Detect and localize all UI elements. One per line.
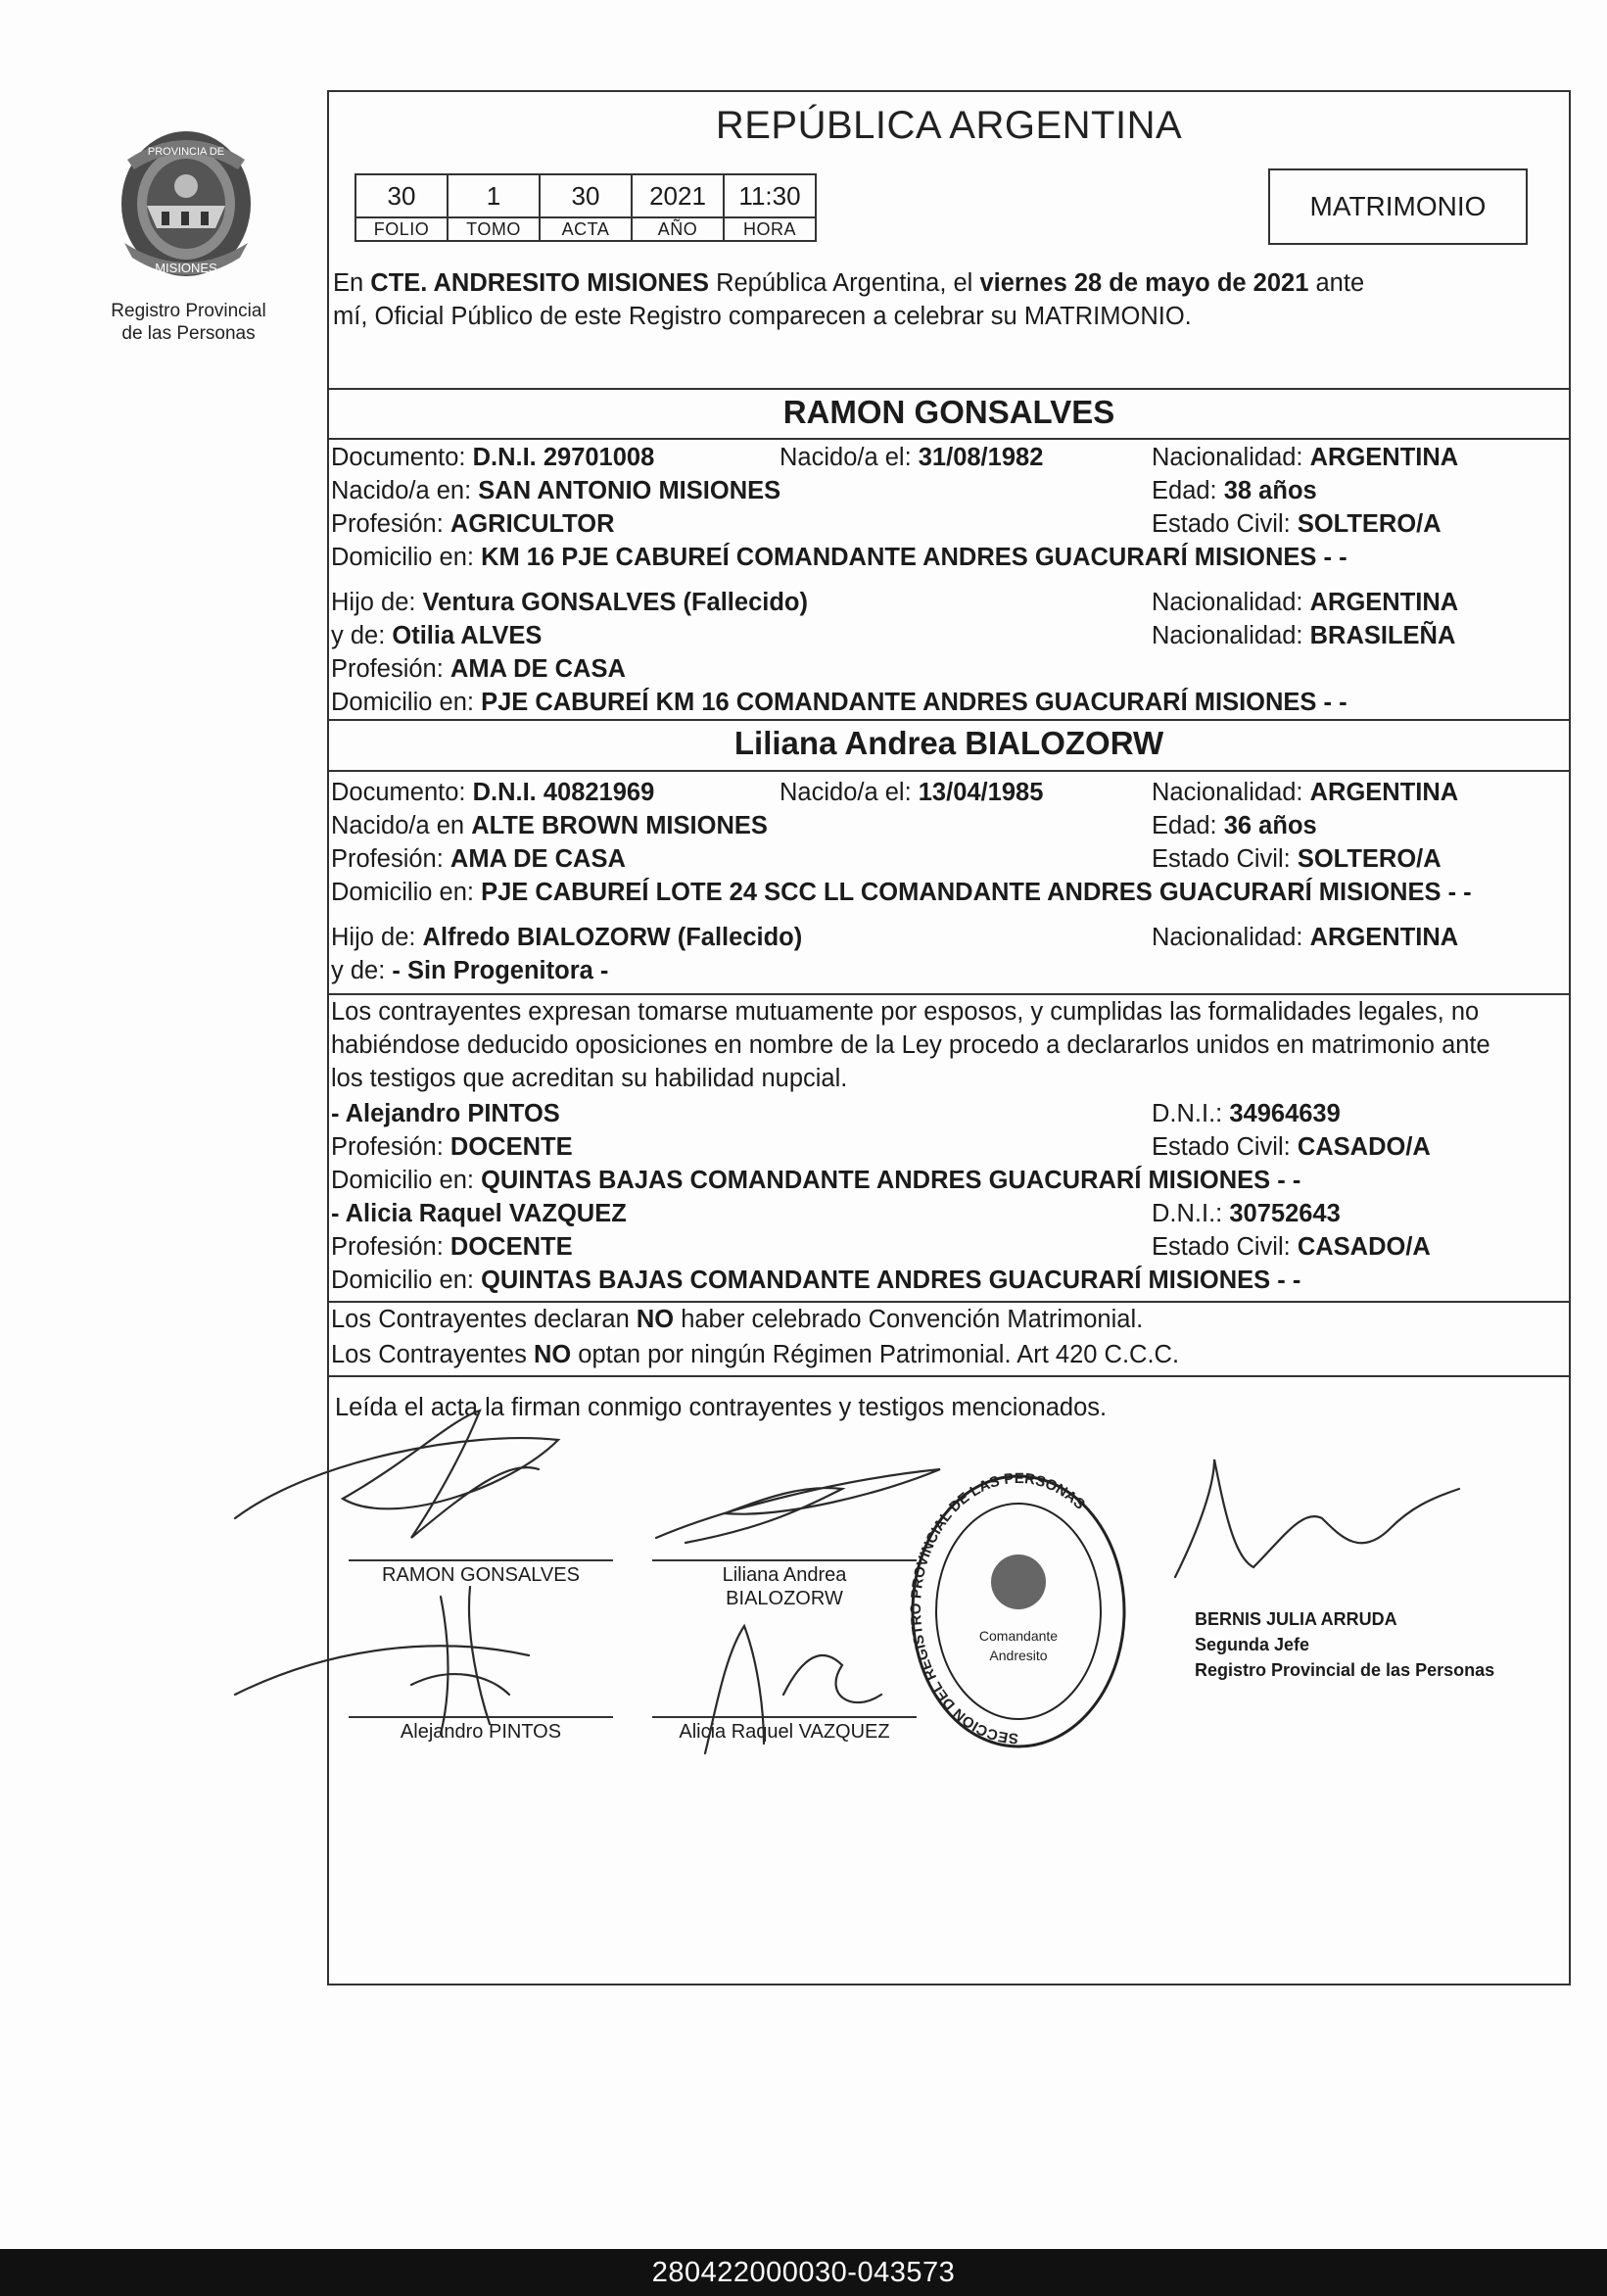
registry-label (78, 300, 299, 345)
witness2-address (331, 1264, 1300, 1297)
bride-address (331, 876, 1472, 909)
bride-dni: D.N.I. 40821969 (472, 779, 655, 806)
stamp-ring-text (908, 1470, 1088, 1746)
label: Nacido/a el: (780, 779, 919, 806)
value: ARGENTINA (1309, 444, 1459, 471)
groom-father-nationality (1152, 586, 1458, 619)
bride-mother (331, 954, 608, 987)
label: Estado Civil: (1152, 510, 1298, 538)
bride-father (331, 921, 802, 954)
groom-mother (331, 619, 542, 652)
bride-signature (656, 1469, 940, 1543)
closing-text: Leída el acta la firman conmigo contrayentes y testigos mencionados. (335, 1394, 1108, 1421)
registry-values-row (355, 174, 816, 217)
label: Profesión: (331, 1133, 450, 1161)
groom-signature (235, 1411, 558, 1538)
groom-nationality (1152, 441, 1458, 474)
witness2-dni (1152, 1197, 1341, 1230)
divider (329, 719, 1569, 721)
divider (329, 438, 1569, 440)
witness1-address (331, 1164, 1300, 1197)
groom-address (331, 541, 1347, 574)
groom-birthdate (780, 441, 1043, 474)
bride-father-nationality (1152, 921, 1458, 954)
label: Estado Civil: (1152, 845, 1298, 873)
label: y de: (331, 957, 393, 984)
witness1-signature (235, 1587, 529, 1734)
province-seal-logo (113, 125, 260, 287)
value: 34964639 (1229, 1100, 1341, 1127)
convention-line-2 (331, 1338, 1179, 1371)
value: NO (533, 1341, 572, 1368)
divider (329, 388, 1569, 390)
bride-birthdate (780, 776, 1043, 809)
value: Ventura GONSALVES (Fallecido) (422, 589, 808, 616)
label: Documento: (331, 779, 473, 806)
signature-name-bride-line1: Liliana Andrea (722, 1564, 847, 1586)
value: SAN ANTONIO MISIONES (478, 477, 781, 504)
value: 30752643 (1229, 1200, 1341, 1227)
label: Nacido/a el: (780, 444, 919, 471)
hora-value: 11:30 (724, 174, 816, 217)
label: Estado Civil: (1152, 1133, 1298, 1161)
groom-civil-status (1152, 507, 1442, 541)
value: DOCENTE (449, 1233, 573, 1261)
value: AMA DE CASA (449, 845, 626, 873)
witness1-dni (1152, 1097, 1341, 1130)
value: - Alejandro PINTOS (331, 1100, 560, 1127)
declaration-line-1: Los contrayentes expresan tomarse mutuamente por esposos, y cumplidas las formalidades legales, no (331, 998, 1480, 1026)
value: Alfredo BIALOZORW (Fallecido) (422, 924, 803, 951)
official-role: Segunda Jefe (1195, 1635, 1310, 1654)
groom-birthplace (331, 474, 780, 507)
acta-label: ACTA (540, 217, 632, 241)
value: NO (636, 1306, 675, 1333)
value: AMA DE CASA (449, 655, 626, 683)
value: 36 años (1223, 812, 1317, 839)
groom-dni: D.N.I. 29701008 (472, 444, 655, 471)
label: Domicilio en: (331, 1167, 482, 1194)
value: ALTE BROWN MISIONES (471, 812, 768, 839)
folio-label: FOLIO (355, 217, 448, 241)
label: Profesión: (331, 1233, 450, 1261)
label: Profesión: (331, 510, 450, 538)
folio-value: 30 (355, 174, 448, 217)
signature-name-bride-line2: BIALOZORW (726, 1588, 843, 1609)
official-office: Registro Provincial de las Personas (1195, 1660, 1495, 1680)
value: PJE CABUREÍ KM 16 COMANDANTE ANDRES GUACURARÍ MISIONES - - (481, 689, 1347, 716)
bride-document (331, 776, 654, 809)
groom-name-heading: RAMON GONSALVES (782, 394, 1115, 430)
country-title: REPÚBLICA ARGENTINA (715, 104, 1183, 147)
witness2-profession (331, 1230, 573, 1264)
value: ARGENTINA (1309, 779, 1459, 806)
value: ARGENTINA (1309, 589, 1459, 616)
value: Otilia ALVES (392, 622, 543, 649)
groom-parent-address (331, 686, 1347, 719)
official-name: BERNIS JULIA ARRUDA (1195, 1609, 1397, 1629)
official-signature (1175, 1459, 1459, 1577)
bride-nationality (1152, 776, 1458, 809)
label: Edad: (1152, 812, 1224, 839)
value: QUINTAS BAJAS COMANDANTE ANDRES GUACURARÍ MISIONES - - (481, 1167, 1301, 1194)
tomo-value: 1 (448, 174, 540, 217)
bride-name-heading: Liliana Andrea BIALOZORW (733, 725, 1164, 761)
official-name-stamp (1195, 1606, 1494, 1683)
registry-table (354, 173, 817, 242)
value: PJE CABUREÍ LOTE 24 SCC LL COMANDANTE ANDRES GUACURARÍ MISIONES - - (481, 879, 1472, 906)
act-type-box: MATRIMONIO (1268, 168, 1528, 245)
hora-label: HORA (724, 217, 816, 241)
stamp-inner-text-2: Andresito (989, 1648, 1048, 1663)
text: optan por ningún Régimen Patrimonial. Art 420 C.C.C. (571, 1341, 1180, 1368)
intro-text-3: ante (1308, 269, 1365, 297)
witness2-civil-status (1152, 1230, 1431, 1264)
witness1-name (331, 1097, 560, 1130)
divider (329, 1375, 1569, 1377)
acta-value: 30 (540, 174, 632, 217)
declaration-line-3: los testigos que acreditan su habilidad nupcial. (331, 1065, 848, 1092)
label: Nacionalidad: (1152, 779, 1310, 806)
label: Nacido/a en (331, 812, 472, 839)
signature-name-groom: RAMON GONSALVES (382, 1564, 580, 1586)
signature-name-witness2: Alicia Raquel VAZQUEZ (679, 1721, 890, 1743)
registry-labels-row (355, 217, 816, 241)
text: Los Contrayentes (331, 1341, 534, 1368)
ano-label: AÑO (632, 217, 724, 241)
bride-civil-status (1152, 842, 1442, 876)
footer-code-bar: 280422000030-043573 (0, 2249, 1607, 2296)
label: Edad: (1152, 477, 1224, 504)
label: Nacionalidad: (1152, 444, 1310, 471)
intro-place: CTE. ANDRESITO MISIONES (370, 269, 709, 297)
handwritten-signatures (215, 1401, 1479, 1773)
intro-date: viernes 28 de mayo de 2021 (979, 269, 1309, 297)
intro-text: En (333, 269, 371, 297)
label: Estado Civil: (1152, 1233, 1298, 1261)
registry-label-line2: de las Personas (121, 323, 256, 344)
signature-name-witness1: Alejandro PINTOS (400, 1721, 562, 1743)
label: Nacido/a en: (331, 477, 479, 504)
value: 13/04/1985 (918, 779, 1044, 806)
tomo-label: TOMO (448, 217, 540, 241)
value: ARGENTINA (1309, 924, 1459, 951)
declaration-line-2: habiéndose deducido oposiciones en nombre de la Ley procedo a declararlos unidos en matrimonio ante (331, 1031, 1490, 1059)
groom-parent-profession (331, 652, 626, 686)
value: 31/08/1982 (918, 444, 1044, 471)
bride-profession (331, 842, 626, 876)
label: Nacionalidad: (1152, 589, 1310, 616)
divider (329, 770, 1569, 772)
value: KM 16 PJE CABUREÍ COMANDANTE ANDRES GUACURARÍ MISIONES - - (481, 544, 1347, 571)
label: D.N.I.: (1152, 1100, 1230, 1127)
witness1-civil-status (1152, 1130, 1431, 1164)
label: Domicilio en: (331, 1267, 482, 1294)
value: BRASILEÑA (1309, 622, 1456, 649)
stamp-inner-text-1: Comandante (978, 1628, 1059, 1644)
witness1-profession (331, 1130, 573, 1164)
label: Domicilio en: (331, 879, 482, 906)
groom-father (331, 586, 808, 619)
label: Nacionalidad: (1152, 924, 1310, 951)
registry-label-line1: Registro Provincial (111, 301, 266, 321)
intro-text-2: República Argentina, el (709, 269, 980, 297)
witness2-name (331, 1197, 627, 1230)
value: DOCENTE (449, 1133, 573, 1161)
value: SOLTERO/A (1297, 845, 1442, 873)
groom-age (1152, 474, 1317, 507)
bride-age (1152, 809, 1317, 842)
label: Domicilio en: (331, 544, 482, 571)
value: CASADO/A (1297, 1133, 1431, 1161)
value: 38 años (1223, 477, 1317, 504)
groom-mother-nationality (1152, 619, 1455, 652)
label: Domicilio en: (331, 689, 482, 716)
stamp-ring-path: SECCION DEL REGISTRO PROVINCIAL DE LAS PERSONAS (908, 1469, 1089, 1747)
intro-line-1 (333, 266, 1364, 300)
label: Hijo de: (331, 589, 423, 616)
value: - Alicia Raquel VAZQUEZ (331, 1200, 627, 1227)
label: Nacionalidad: (1152, 622, 1310, 649)
registry-stamp (901, 1464, 1136, 1758)
label: Profesión: (331, 655, 450, 683)
label: Documento: (331, 444, 473, 471)
seal-top-text: PROVINCIA DE (147, 146, 225, 158)
value: AGRICULTOR (449, 510, 615, 538)
value: CASADO/A (1297, 1233, 1431, 1261)
value: QUINTAS BAJAS COMANDANTE ANDRES GUACURARÍ MISIONES - - (481, 1267, 1301, 1294)
ano-value: 2021 (632, 174, 724, 217)
groom-document (331, 441, 654, 474)
text: Los Contrayentes declaran (331, 1306, 637, 1333)
value: - Sin Progenitora - (392, 957, 609, 984)
label: D.N.I.: (1152, 1200, 1230, 1227)
value: SOLTERO/A (1297, 510, 1442, 538)
text: haber celebrado Convención Matrimonial. (674, 1306, 1144, 1333)
bride-birthplace (331, 809, 768, 842)
label: Hijo de: (331, 924, 423, 951)
intro-line-2: mí, Oficial Público de este Registro comparecen a celebrar su MATRIMONIO. (333, 303, 1192, 330)
groom-profession (331, 507, 615, 541)
convention-line-1 (331, 1303, 1143, 1336)
witness2-signature (705, 1626, 881, 1753)
label: y de: (331, 622, 393, 649)
label: Profesión: (331, 845, 450, 873)
seal-bottom-text: MISIONES (155, 261, 217, 275)
